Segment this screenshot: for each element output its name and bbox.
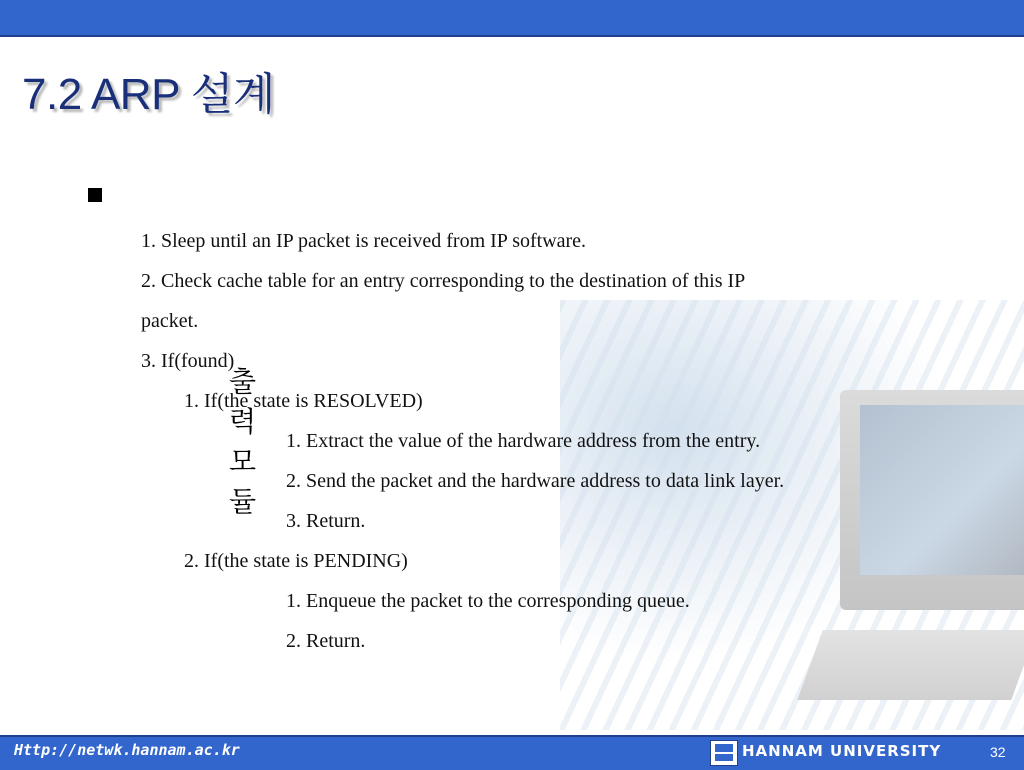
step-line: 3. Return.: [286, 510, 366, 532]
step-line: 1. If(the state is RESOLVED): [184, 390, 423, 412]
university-name: HANNAM UNIVERSITY: [742, 742, 942, 760]
slide-title: 7.2 ARP 설계: [22, 70, 275, 119]
page-number: 32: [990, 744, 1006, 760]
step-line: 2. Return.: [286, 630, 366, 652]
step-line: 1. Extract the value of the hardware address from the entry.: [286, 430, 761, 452]
step-line: packet.: [141, 310, 199, 332]
step-line: 3. If(found): [141, 350, 235, 372]
university-logo-icon: [710, 740, 738, 766]
footer-url-link[interactable]: Http://netwk.hannam.ac.kr: [14, 741, 240, 759]
bullet-heading: 출력 모듈: [229, 365, 257, 518]
step-line: 1. Enqueue the packet to the corresponding queue.: [286, 590, 690, 612]
step-line: 2. If(the state is PENDING): [184, 550, 408, 572]
step-line: 1. Sleep until an IP packet is received from IP software.: [141, 230, 587, 252]
step-line: 2. Send the packet and the hardware address to data link layer.: [286, 470, 785, 492]
step-line: 2. Check cache table for an entry corresponding to the destination of this IP: [141, 270, 746, 292]
